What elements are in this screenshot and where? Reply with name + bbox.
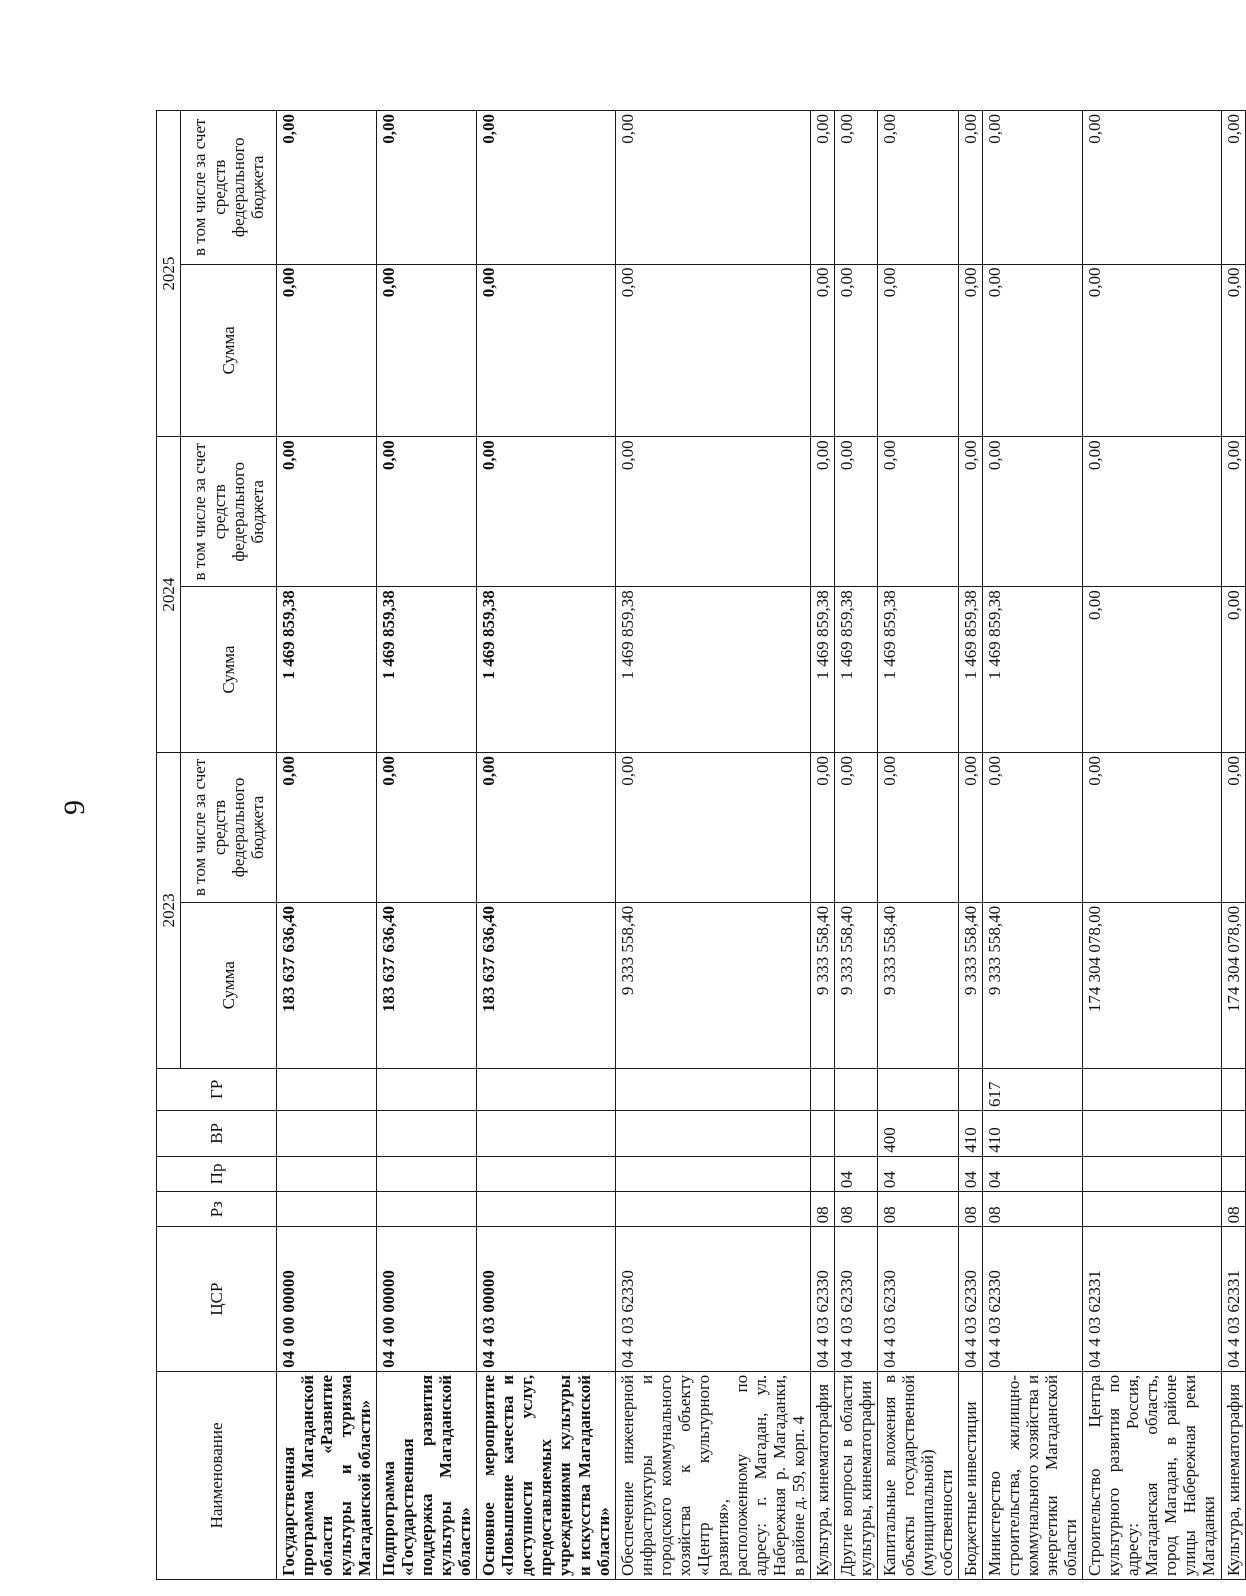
rz-cell [615,1192,810,1227]
sum-2023-cell: 9 333 558,40 [983,902,1083,1068]
fed-2023-cell: 0,00 [983,752,1083,902]
csr-cell: 04 4 03 62330 [983,1227,1083,1372]
sum-2025-cell: 0,00 [983,264,1083,437]
rz-cell [1083,1192,1221,1227]
csr-cell: 04 4 03 62330 [615,1227,810,1372]
fed-2025-cell: 0,00 [1221,111,1245,265]
rz-cell [277,1192,377,1227]
table-row [615,111,810,1580]
pr-cell [615,1156,810,1191]
table-row [277,111,377,1580]
sum-2023-cell: 183 637 636,40 [377,902,477,1068]
gr-cell [615,1068,810,1110]
name-cell: Культура, кинематография [1221,1371,1245,1579]
sum-2024-cell: 1 469 859,38 [983,587,1083,753]
table-row [983,111,1083,1580]
table-row [377,111,477,1580]
header-fed-2024: в том числе за счет средств федерального бюджета [181,437,277,587]
csr-cell: 04 4 03 62330 [810,1227,834,1372]
rz-cell: 08 [810,1192,834,1227]
header-year-2023: 2023 [157,752,181,1068]
gr-cell [810,1068,834,1110]
fed-2025-cell: 0,00 [277,111,377,265]
csr-cell: 04 0 00 00000 [277,1227,377,1372]
rz-cell [477,1192,615,1227]
fed-2025-cell: 0,00 [810,111,834,265]
vr-cell [810,1110,834,1156]
header-csr: ЦСР [157,1227,277,1372]
pr-cell [810,1156,834,1191]
name-cell: Культура, кинематография [810,1371,834,1579]
sum-2023-cell: 174 304 078,00 [1083,902,1221,1068]
name-cell: Другие вопросы в области культуры, кинематографии [834,1371,877,1579]
rz-cell [377,1192,477,1227]
sum-2024-cell: 1 469 859,38 [615,587,810,753]
vr-cell [615,1110,810,1156]
rz-cell: 08 [834,1192,877,1227]
fed-2024-cell: 0,00 [959,437,983,587]
sum-2024-cell: 0,00 [1221,587,1245,753]
sum-2024-cell: 1 469 859,38 [834,587,877,753]
header-vr: ВР [157,1110,277,1156]
sum-2025-cell: 0,00 [877,264,958,437]
fed-2024-cell: 0,00 [477,437,615,587]
header-year-2025: 2025 [157,111,181,437]
fed-2024-cell: 0,00 [377,437,477,587]
rz-cell: 08 [959,1192,983,1227]
table-row [1221,111,1245,1580]
fed-2024-cell: 0,00 [1221,437,1245,587]
csr-cell: 04 4 00 00000 [377,1227,477,1372]
gr-cell [877,1068,958,1110]
sum-2023-cell: 9 333 558,40 [877,902,958,1068]
gr-cell [1221,1068,1245,1110]
csr-cell: 04 4 03 00000 [477,1227,615,1372]
csr-cell: 04 4 03 62330 [877,1227,958,1372]
fed-2025-cell: 0,00 [477,111,615,265]
table-row [877,111,958,1580]
name-cell: Обеспечение инженерной инфраструктуры и городского коммунального хозяйства к объекту «Центр культурного развития», расположенному по адресу: г. Магадан, ул. Набережная р. Магаданки, в районе д. 59, корп. 4 [615,1371,810,1579]
name-cell: Бюджетные инвестиции [959,1371,983,1579]
table-row [834,111,877,1580]
header-fed-2023: в том числе за счет средств федерального бюджета [181,752,277,902]
sum-2024-cell: 1 469 859,38 [810,587,834,753]
pr-cell: 04 [983,1156,1083,1191]
header-fed-2025: в том числе за счет средств федерального бюджета [181,111,277,265]
sum-2023-cell: 9 333 558,40 [810,902,834,1068]
sum-2025-cell: 0,00 [834,264,877,437]
pr-cell: 04 [959,1156,983,1191]
fed-2025-cell: 0,00 [959,111,983,265]
sum-2025-cell: 0,00 [810,264,834,437]
fed-2023-cell: 0,00 [477,752,615,902]
gr-cell [959,1068,983,1110]
gr-cell [834,1068,877,1110]
rz-cell: 08 [983,1192,1083,1227]
sum-2024-cell: 1 469 859,38 [377,587,477,753]
pr-cell [1083,1156,1221,1191]
fed-2025-cell: 0,00 [834,111,877,265]
rz-cell: 08 [1221,1192,1245,1227]
vr-cell: 410 [983,1110,1083,1156]
name-cell: Основное мероприятие «Повышение качества и доступности услуг, предоставляемых учреждениями культуры и искусства Магаданской области» [477,1371,615,1579]
sum-2025-cell: 0,00 [1221,264,1245,437]
sum-2025-cell: 0,00 [377,264,477,437]
fed-2024-cell: 0,00 [877,437,958,587]
name-cell: Капитальные вложения в объекты государственной (муниципальной) собственности [877,1371,958,1579]
fed-2025-cell: 0,00 [615,111,810,265]
sum-2025-cell: 0,00 [1083,264,1221,437]
gr-cell [277,1068,377,1110]
sum-2024-cell: 1 469 859,38 [277,587,377,753]
sum-2023-cell: 174 304 078,00 [1221,902,1245,1068]
sum-2023-cell: 9 333 558,40 [959,902,983,1068]
sum-2025-cell: 0,00 [615,264,810,437]
csr-cell: 04 4 03 62331 [1083,1227,1221,1372]
rotated-page [156,110,1243,1580]
table-row [810,111,834,1580]
rz-cell: 08 [877,1192,958,1227]
fed-2023-cell: 0,00 [615,752,810,902]
vr-cell: 410 [959,1110,983,1156]
fed-2023-cell: 0,00 [834,752,877,902]
fed-2023-cell: 0,00 [959,752,983,902]
fed-2024-cell: 0,00 [983,437,1083,587]
page-number: 9 [58,800,91,815]
name-cell: Подпрограмма «Государственная поддержка развития культуры Магаданской области» [377,1371,477,1579]
pr-cell [377,1156,477,1191]
name-cell: Государственная программа Магаданской области «Развитие культуры и туризма Магаданской области» [277,1371,377,1579]
vr-cell [1083,1110,1221,1156]
sum-2025-cell: 0,00 [477,264,615,437]
fed-2025-cell: 0,00 [377,111,477,265]
sum-2024-cell: 1 469 859,38 [477,587,615,753]
csr-cell: 04 4 03 62331 [1221,1227,1245,1372]
header-gr: ГР [157,1068,277,1110]
header-year-2024: 2024 [157,437,181,753]
sum-2023-cell: 183 637 636,40 [277,902,377,1068]
gr-cell: 617 [983,1068,1083,1110]
sum-2023-cell: 9 333 558,40 [615,902,810,1068]
vr-cell: 400 [877,1110,958,1156]
fed-2023-cell: 0,00 [1221,752,1245,902]
pr-cell: 04 [834,1156,877,1191]
fed-2023-cell: 0,00 [377,752,477,902]
name-cell: Строительство Центра культурного развития по адресу: Россия, Магаданская область, город Магадан, в районе улицы Набережная реки Магаданки [1083,1371,1221,1579]
fed-2023-cell: 0,00 [1083,752,1221,902]
vr-cell [377,1110,477,1156]
table-row [477,111,615,1580]
gr-cell [1083,1068,1221,1110]
vr-cell [1221,1110,1245,1156]
sum-2023-cell: 9 333 558,40 [834,902,877,1068]
fed-2023-cell: 0,00 [277,752,377,902]
header-name: Наименование [157,1371,277,1579]
fed-2024-cell: 0,00 [615,437,810,587]
sum-2024-cell: 1 469 859,38 [877,587,958,753]
header-sum-2023: Сумма [181,902,277,1068]
sum-2025-cell: 0,00 [277,264,377,437]
fed-2025-cell: 0,00 [1083,111,1221,265]
pr-cell: 04 [877,1156,958,1191]
pr-cell [477,1156,615,1191]
fed-2023-cell: 0,00 [810,752,834,902]
sum-2024-cell: 1 469 859,38 [959,587,983,753]
fed-2025-cell: 0,00 [983,111,1083,265]
table-row [1083,111,1221,1580]
vr-cell [834,1110,877,1156]
header-pr: Пр [157,1156,277,1191]
vr-cell [277,1110,377,1156]
budget-table [156,110,1246,1580]
csr-cell: 04 4 03 62330 [834,1227,877,1372]
vr-cell [477,1110,615,1156]
header-sum-2025: Сумма [181,264,277,437]
table-row [959,111,983,1580]
pr-cell [1221,1156,1245,1191]
gr-cell [477,1068,615,1110]
fed-2024-cell: 0,00 [834,437,877,587]
pr-cell [277,1156,377,1191]
gr-cell [377,1068,477,1110]
csr-cell: 04 4 03 62330 [959,1227,983,1372]
fed-2025-cell: 0,00 [877,111,958,265]
fed-2023-cell: 0,00 [877,752,958,902]
sum-2023-cell: 183 637 636,40 [477,902,615,1068]
sum-2025-cell: 0,00 [959,264,983,437]
header-sum-2024: Сумма [181,587,277,753]
fed-2024-cell: 0,00 [277,437,377,587]
fed-2024-cell: 0,00 [1083,437,1221,587]
fed-2024-cell: 0,00 [810,437,834,587]
sum-2024-cell: 0,00 [1083,587,1221,753]
header-rz: Рз [157,1192,277,1227]
name-cell: Министерство строительства, жилищно-коммунального хозяйства и энергетики Магаданской области [983,1371,1083,1579]
